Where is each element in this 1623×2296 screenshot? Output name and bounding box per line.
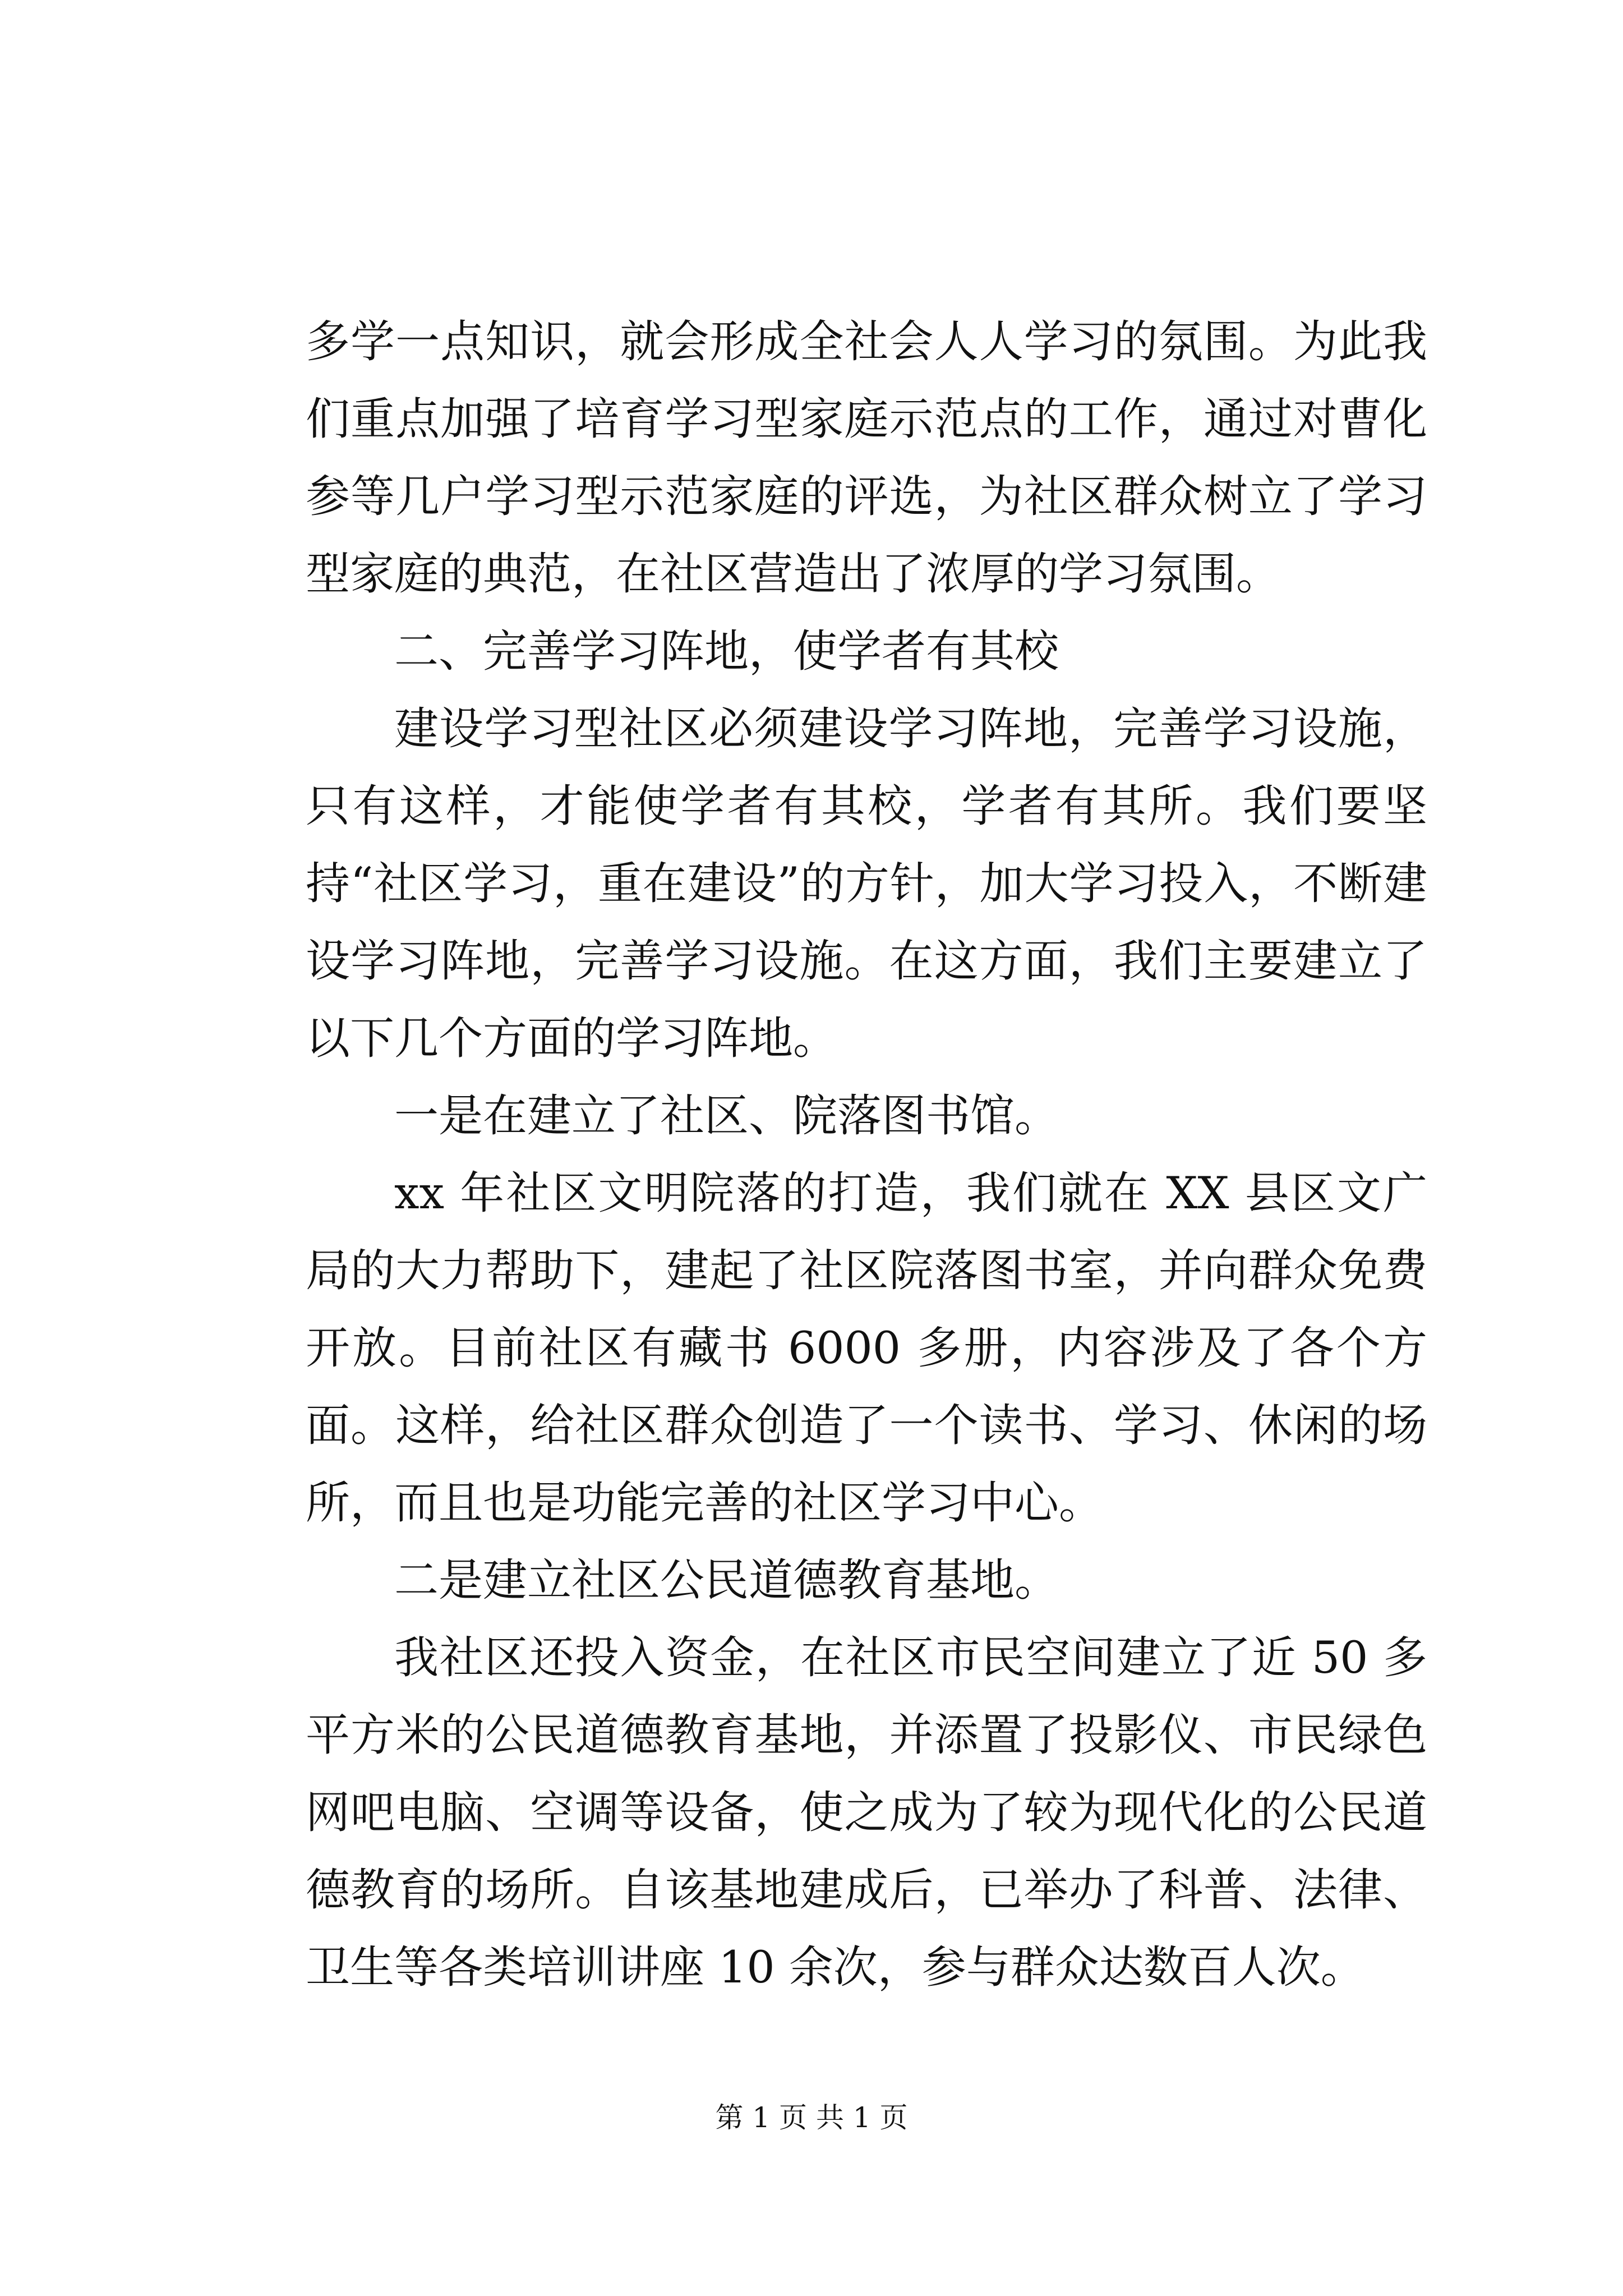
section-heading-2: 二、完善学习阵地，使学者有其校 [394, 625, 1059, 677]
subheading-moral-education-base: 二是建立社区公民道德教育基地。 [394, 1554, 1059, 1606]
paragraph-7: 我社区还投入资金，在社区市民空间建立了近 50 多平方米的公民道德教育基地，并添置了投影仪、市民绿色网吧电脑、空调等设备，使之成为了较为现代化的公民道德教育的场所。自该基地建成后，已举办了科普、法律、卫生等各类培训讲座 10 余次，参与群众达数百人次。 [306, 1632, 1427, 1993]
page-footer: 第 1 页 共 1 页 [715, 2101, 908, 2134]
paragraph-5: xx 年社区文明院落的打造，我们就在 XX 县区文广局的大力帮助下，建起了社区院落图书室，并向群众免费开放。目前社区有藏书 6000 多册，内容涉及了各个方面。这样，给社区群众创造了一个读书、学习、休闲的场所，而且也是功能完善的社区学习中心。 [306, 1167, 1427, 1529]
document-body [306, 303, 1427, 2006]
subheading-library: 一是在建立了社区、院落图书馆。 [394, 1090, 1059, 1142]
paragraph-1: 多学一点知识，就会形成全社会人人学习的氛围。为此我们重点加强了培育学习型家庭示范点的工作，通过对曹化参等几户学习型示范家庭的评选，为社区群众树立了学习型家庭的典范，在社区营造出了浓厚的学习氛围。 [306, 316, 1427, 600]
paragraph-3: 建设学习型社区必须建设学习阵地，完善学习设施，只有这样，才能使学者有其校，学者有其所。我们要坚持“社区学习，重在建设”的方针，加大学习投入，不断建设学习阵地，完善学习设施。在这方面，我们主要建立了以下几个方面的学习阵地。 [306, 703, 1427, 1064]
